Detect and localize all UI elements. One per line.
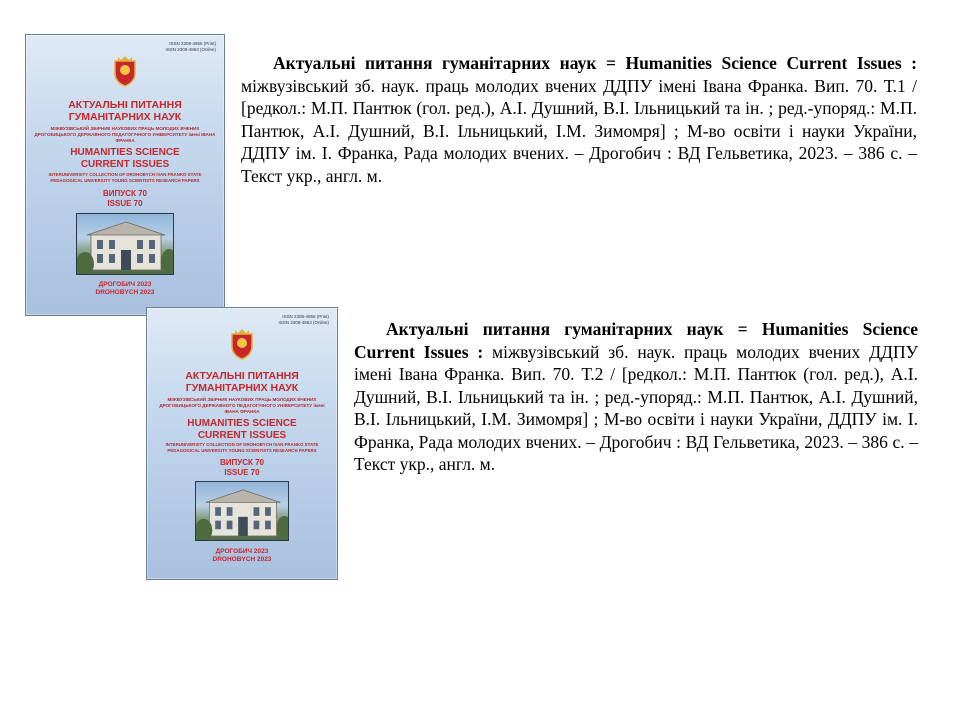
book-cover-volume-2 xyxy=(146,307,338,580)
cover-issue-en: ISSUE 70 xyxy=(224,467,260,477)
cover-subtitle-ua: МІЖВУЗІВСЬКИЙ ЗБІРНИК НАУКОВИХ ПРАЦЬ МОЛОДИХ ВЧЕНИХ ДРОГОБИЦЬКОГО ДЕРЖАВНОГО ПЕДАГОГІЧНОГО УНІВЕРСИТЕТУ імені ІВАНА ФРАНКА xyxy=(159,397,325,414)
university-emblem-icon xyxy=(229,328,255,360)
reference-details: міжвузівський зб. наук. праць молодих вчених ДДПУ імені Івана Франка. Вип. 70. Т.1 / [редкол.: М.П. Пантюк (гол. ред.), А.І. Душний, В.І. Ільницький та ін. ; ред.-упоряд.: М.П. Пантюк, А.І. Душний, В.І. Ільницький, І.М. Зимомря] ; М-во освіти і науки України, ДДПУ ім. І. Франка, Рада молодих вчених. – Дрогобич : ВД Гельветика, 2023. – 386 с. – Текст укр., англ. м. xyxy=(241,75,917,186)
cover-footer xyxy=(147,548,337,564)
cover-footer-ua: ДРОГОБИЧ 2023 xyxy=(215,548,269,555)
cover-footer-en: DROHOBYCH 2023 xyxy=(212,556,272,563)
cover-issue-ua: ВИПУСК 70 xyxy=(219,458,265,467)
reference-title: Актуальні питання гуманітарних наук = Humanities Science Current Issues : xyxy=(354,319,918,362)
cover-issue xyxy=(147,458,337,477)
cover-issue xyxy=(26,189,224,208)
cover-issue-ua: ВИПУСК 70 xyxy=(102,189,148,198)
cover-building-photo xyxy=(195,481,289,541)
bibliographic-reference-volume-1 xyxy=(241,52,917,187)
university-emblem-icon xyxy=(112,55,138,87)
cover-footer-en: DROHOBYCH 2023 xyxy=(95,289,155,296)
reference-details: міжвузівський зб. наук. праць молодих вчених ДДПУ імені Івана Франка. Вип. 70. Т.2 / [редкол.: М.П. Пантюк (гол. ред.), А.І. Душний, В.І. Ільницький та ін. ; ред.-упоряд.: М.П. Пантюк, А.І. Душний, В.І. Ільницький, І.М. Зимомря] ; М-во освіти і науки України, ДДПУ ім. І. Франка, Рада молодих вчених. – Дрогобич : ВД Гельветика, 2023. – 386 с. – Текст укр., англ. м. xyxy=(354,341,918,474)
cover-issn xyxy=(165,41,216,53)
bibliographic-reference-volume-2 xyxy=(354,318,918,476)
cover-building-photo xyxy=(76,213,174,275)
building-illustration-icon xyxy=(77,214,174,275)
reference-title: Актуальні питання гуманітарних наук = Humanities Science Current Issues : xyxy=(273,53,917,73)
cover-issn-online: ISSN 2308-4863 (Online) xyxy=(165,47,216,52)
cover-title-en: HUMANITIES SCIENCE CURRENT ISSUES xyxy=(70,147,180,170)
cover-title-ua: АКТУАЛЬНІ ПИТАННЯ ГУМАНІТАРНИХ НАУК xyxy=(185,370,299,394)
cover-footer-ua: ДРОГОБИЧ 2023 xyxy=(98,281,152,288)
book-cover-volume-1 xyxy=(25,34,225,316)
cover-footer xyxy=(26,281,224,297)
cover-issn xyxy=(278,314,329,326)
cover-title-ua: АКТУАЛЬНІ ПИТАННЯ ГУМАНІТАРНИХ НАУК xyxy=(68,99,182,123)
cover-issn-online: ISSN 2308-4863 (Online) xyxy=(278,320,329,325)
cover-issn-print: ISSN 2308-4855 (Print) xyxy=(169,41,216,46)
cover-title-en: HUMANITIES SCIENCE CURRENT ISSUES xyxy=(187,418,297,441)
cover-issn-print: ISSN 2308-4855 (Print) xyxy=(282,314,329,319)
building-illustration-icon xyxy=(196,482,289,541)
cover-issue-en: ISSUE 70 xyxy=(107,198,143,208)
cover-subtitle-ua: МІЖВУЗІВСЬКИЙ ЗБІРНИК НАУКОВИХ ПРАЦЬ МОЛОДИХ ВЧЕНИХ ДРОГОБИЦЬКОГО ДЕРЖАВНОГО ПЕДАГОГІЧНОГО УНІВЕРСИТЕТУ імені ІВАНА ФРАНКА xyxy=(34,126,216,143)
cover-subtitle-en: INTERUNIVERSITY COLLECTION OF DROHOBYCH IVAN FRANKO STATE PEDAGOGICAL UNIVERSITY YOUNG SCIENTISTS RESEARCH PAPERS xyxy=(165,442,319,453)
cover-subtitle-en: INTERUNIVERSITY COLLECTION OF DROHOBYCH IVAN FRANKO STATE PEDAGOGICAL UNIVERSITY YOUNG SCIENTISTS RESEARCH PAPERS xyxy=(48,172,202,183)
